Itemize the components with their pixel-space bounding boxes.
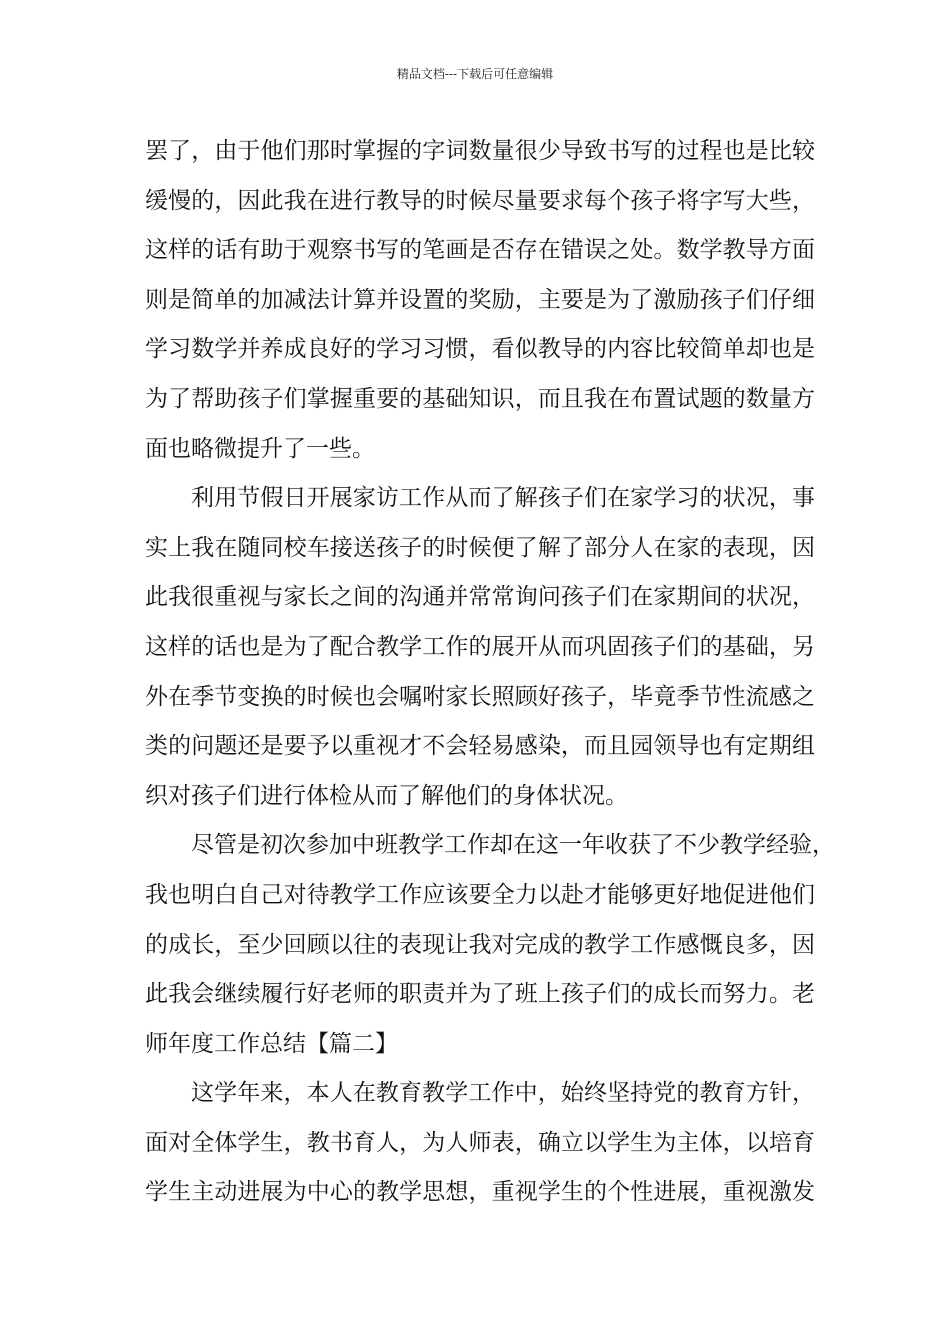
text-line: 利用节假日开展家访工作从而了解孩子们在家学习的状况，事	[191, 485, 815, 512]
section-title-line: 师年度工作总结【篇二】	[145, 1030, 398, 1057]
text-line: 的成长，至少回顾以往的表现让我对完成的教学工作感慨良多，因	[145, 931, 815, 958]
text-line: 面也略微提升了一些。	[145, 435, 375, 462]
text-line: 学习数学并养成良好的学习习惯，看似教导的内容比较简单却也是	[145, 336, 815, 363]
text-line: 织对孩子们进行体检从而了解他们的身体状况。	[145, 782, 628, 809]
text-line: 为了帮助孩子们掌握重要的基础知识，而且我在布置试题的数量方	[145, 385, 815, 412]
text-line: 类的问题还是要予以重视才不会轻易感染，而且园领导也有定期组	[145, 733, 815, 760]
paragraph-2	[145, 474, 815, 821]
text-line: 此我很重视与家长之间的沟通并常常询问孩子们在家期间的状况，	[145, 584, 815, 611]
text-line: 这学年来，本人在教育教学工作中，始终坚持党的教育方针，	[191, 1080, 815, 1107]
text-line: 面对全体学生，教书育人，为人师表，确立以学生为主体，以培育	[145, 1129, 815, 1156]
text-line: 这样的话有助于观察书写的笔画是否存在错误之处。数学教导方面	[145, 237, 815, 264]
text-line: 则是简单的加减法计算并设置的奖励，主要是为了激励孩子们仔细	[145, 286, 815, 313]
text-line: 尽管是初次参加中班教学工作却在这一年收获了不少教学经验，	[191, 832, 835, 859]
text-line: 此我会继续履行好老师的职责并为了班上孩子们的成长而努力。老	[145, 981, 815, 1008]
paragraph-3	[145, 821, 835, 1069]
paragraph-4	[145, 1069, 815, 1218]
text-line: 实上我在随同校车接送孩子的时候便了解了部分人在家的表现，因	[145, 534, 815, 561]
text-line: 外在季节变换的时候也会嘱咐家长照顾好孩子，毕竟季节性流感之	[145, 683, 815, 710]
page-header: 精品文档---下载后可任意编辑	[396, 67, 554, 81]
text-line: 这样的话也是为了配合教学工作的展开从而巩固孩子们的基础，另	[145, 633, 815, 660]
text-line: 学生主动进展为中心的教学思想，重视学生的个性进展，重视激发	[145, 1179, 815, 1206]
text-line: 我也明白自己对待教学工作应该要全力以赴才能够更好地促进他们	[145, 881, 815, 908]
paragraph-1	[145, 127, 815, 474]
text-line: 罢了，由于他们那时掌握的字词数量很少导致书写的过程也是比较	[145, 138, 815, 164]
document-body	[145, 127, 835, 1218]
text-line: 缓慢的，因此我在进行教导的时候尽量要求每个孩子将字写大些，	[145, 187, 815, 214]
